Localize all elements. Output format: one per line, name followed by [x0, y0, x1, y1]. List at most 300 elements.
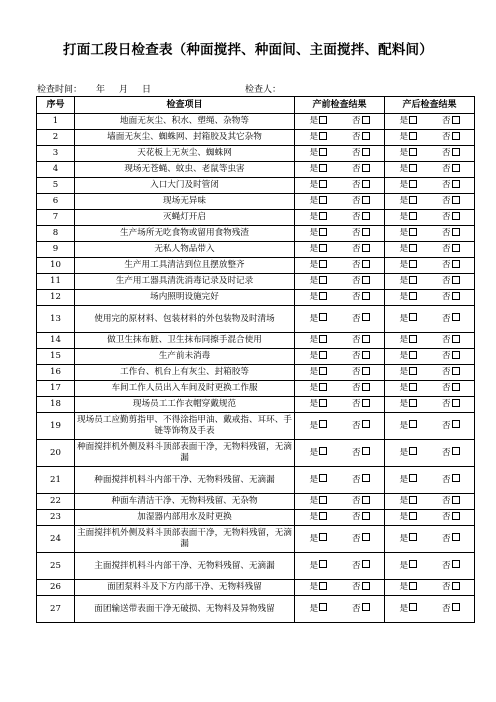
- no-label: 否: [441, 212, 451, 222]
- checkbox[interactable]: [362, 228, 370, 236]
- row-number: 23: [37, 510, 75, 526]
- table-row: [37, 146, 475, 162]
- pre-yes-option[interactable]: [309, 164, 327, 175]
- checkbox[interactable]: [409, 474, 417, 482]
- post-yes-option[interactable]: [399, 228, 417, 239]
- yes-label: 是: [399, 496, 409, 506]
- post-yes-option[interactable]: [399, 496, 417, 507]
- post-no-option[interactable]: [442, 260, 460, 271]
- pre-yes-option[interactable]: [309, 116, 327, 127]
- post-no-option[interactable]: [442, 276, 460, 287]
- post-yes-option[interactable]: [399, 212, 417, 223]
- checkbox[interactable]: [362, 260, 370, 268]
- checkbox[interactable]: [409, 420, 417, 428]
- yes-label: 是: [309, 260, 319, 270]
- checkbox[interactable]: [409, 212, 417, 220]
- checkbox[interactable]: [319, 582, 327, 590]
- checkbox[interactable]: [452, 228, 460, 236]
- checkbox[interactable]: [362, 351, 370, 359]
- post-yes-option[interactable]: [399, 582, 417, 593]
- post-check-cell: [385, 290, 475, 306]
- post-yes-option[interactable]: [399, 132, 417, 143]
- post-no-option[interactable]: [442, 383, 460, 394]
- post-no-option[interactable]: [442, 228, 460, 239]
- checkbox[interactable]: [452, 367, 460, 375]
- checkbox[interactable]: [319, 420, 327, 428]
- no-label: 否: [351, 447, 361, 458]
- checkbox[interactable]: [319, 560, 327, 568]
- pre-yes-option[interactable]: [309, 228, 327, 239]
- yes-label: 是: [309, 228, 319, 238]
- checkbox[interactable]: [319, 244, 327, 252]
- post-check-cell: [385, 258, 475, 274]
- post-no-option[interactable]: [442, 604, 460, 615]
- yes-label: 是: [309, 603, 319, 614]
- header-item: 检查项目: [75, 97, 295, 114]
- no-label: 否: [441, 116, 451, 126]
- post-no-option[interactable]: [442, 314, 460, 325]
- checkbox[interactable]: [452, 447, 460, 455]
- yes-label: 是: [399, 603, 409, 614]
- post-check-cell: [385, 146, 475, 162]
- pre-no-option[interactable]: [352, 292, 370, 303]
- yes-label: 是: [309, 164, 319, 174]
- checkbox[interactable]: [452, 212, 460, 220]
- checkbox[interactable]: [362, 496, 370, 504]
- checkbox[interactable]: [452, 292, 460, 300]
- checkbox[interactable]: [362, 116, 370, 124]
- pre-yes-option[interactable]: [309, 180, 327, 191]
- post-yes-option[interactable]: [399, 276, 417, 287]
- row-item: 墙面无灰尘、蜘蛛网、封箱胶及其它杂物: [75, 130, 295, 146]
- checkbox[interactable]: [452, 116, 460, 124]
- checkbox[interactable]: [409, 164, 417, 172]
- checkbox[interactable]: [409, 582, 417, 590]
- checkbox[interactable]: [362, 383, 370, 391]
- post-yes-option[interactable]: [399, 292, 417, 303]
- no-label: 否: [351, 196, 361, 206]
- checkbox[interactable]: [362, 335, 370, 343]
- post-yes-option[interactable]: [399, 314, 417, 325]
- pre-yes-option[interactable]: [309, 196, 327, 207]
- post-yes-option[interactable]: [399, 534, 417, 545]
- checkbox[interactable]: [319, 212, 327, 220]
- pre-no-option[interactable]: [352, 534, 370, 545]
- checkbox[interactable]: [452, 351, 460, 359]
- yes-label: 是: [399, 148, 409, 158]
- pre-yes-option[interactable]: [309, 314, 327, 325]
- checkbox[interactable]: [409, 367, 417, 375]
- post-no-option[interactable]: [442, 496, 460, 507]
- row-number: 25: [37, 553, 75, 580]
- pre-yes-option[interactable]: [309, 475, 327, 486]
- pre-yes-option[interactable]: [309, 582, 327, 593]
- pre-yes-option[interactable]: [309, 335, 327, 346]
- checkbox[interactable]: [362, 512, 370, 520]
- checkbox[interactable]: [362, 399, 370, 407]
- pre-check-cell: [295, 596, 385, 623]
- checkbox[interactable]: [409, 560, 417, 568]
- pre-no-option[interactable]: [352, 335, 370, 346]
- pre-yes-option[interactable]: [309, 421, 327, 432]
- checkbox[interactable]: [409, 260, 417, 268]
- post-no-option[interactable]: [442, 421, 460, 432]
- no-label: 否: [351, 260, 361, 270]
- table-row: [37, 365, 475, 381]
- checkbox[interactable]: [362, 447, 370, 455]
- post-yes-option[interactable]: [399, 260, 417, 271]
- checkbox[interactable]: [319, 148, 327, 156]
- pre-no-option[interactable]: [352, 475, 370, 486]
- checkbox[interactable]: [362, 313, 370, 321]
- table-row: [37, 290, 475, 306]
- checkbox[interactable]: [319, 533, 327, 541]
- pre-check-cell: [295, 306, 385, 333]
- checkbox[interactable]: [452, 582, 460, 590]
- post-no-option[interactable]: [442, 164, 460, 175]
- post-yes-option[interactable]: [399, 116, 417, 127]
- pre-yes-option[interactable]: [309, 512, 327, 523]
- checkbox[interactable]: [319, 603, 327, 611]
- checkbox[interactable]: [362, 474, 370, 482]
- checkbox[interactable]: [452, 164, 460, 172]
- checkbox[interactable]: [452, 276, 460, 284]
- pre-no-option[interactable]: [352, 276, 370, 287]
- post-yes-option[interactable]: [399, 367, 417, 378]
- checkbox[interactable]: [452, 196, 460, 204]
- checkbox[interactable]: [452, 260, 460, 268]
- no-label: 否: [441, 533, 451, 544]
- pre-check-cell: [295, 130, 385, 146]
- no-label: 否: [351, 148, 361, 158]
- checkbox[interactable]: [362, 367, 370, 375]
- pre-no-option[interactable]: [352, 132, 370, 143]
- post-no-option[interactable]: [442, 180, 460, 191]
- post-no-option[interactable]: [442, 475, 460, 486]
- table-row: [37, 274, 475, 290]
- pre-no-option[interactable]: [352, 244, 370, 255]
- checkbox[interactable]: [362, 212, 370, 220]
- pre-yes-option[interactable]: [309, 383, 327, 394]
- no-label: 否: [351, 292, 361, 302]
- checkbox[interactable]: [409, 244, 417, 252]
- checkbox[interactable]: [409, 383, 417, 391]
- checkbox[interactable]: [319, 474, 327, 482]
- post-yes-option[interactable]: [399, 180, 417, 191]
- checkbox[interactable]: [452, 496, 460, 504]
- post-check-cell: [385, 440, 475, 467]
- table-row: [37, 494, 475, 510]
- row-number: 24: [37, 526, 75, 553]
- yes-label: 是: [399, 292, 409, 302]
- post-yes-option[interactable]: [399, 448, 417, 459]
- post-yes-option[interactable]: [399, 512, 417, 523]
- yes-label: 是: [309, 212, 319, 222]
- pre-yes-option[interactable]: [309, 132, 327, 143]
- pre-no-option[interactable]: [352, 496, 370, 507]
- pre-no-option[interactable]: [352, 148, 370, 159]
- pre-no-option[interactable]: [352, 260, 370, 271]
- checkbox[interactable]: [452, 383, 460, 391]
- pre-yes-option[interactable]: [309, 367, 327, 378]
- pre-check-cell: [295, 274, 385, 290]
- no-label: 否: [351, 212, 361, 222]
- row-number: 27: [37, 596, 75, 623]
- checkbox[interactable]: [319, 496, 327, 504]
- no-label: 否: [441, 228, 451, 238]
- checkbox[interactable]: [362, 533, 370, 541]
- checkbox[interactable]: [362, 180, 370, 188]
- checkbox[interactable]: [452, 180, 460, 188]
- post-yes-option[interactable]: [399, 604, 417, 615]
- checkbox[interactable]: [319, 228, 327, 236]
- post-no-option[interactable]: [442, 512, 460, 523]
- row-item: 加湿器内部用水及时更换: [75, 510, 295, 526]
- post-yes-option[interactable]: [399, 561, 417, 572]
- checkbox[interactable]: [452, 335, 460, 343]
- post-yes-option[interactable]: [399, 164, 417, 175]
- pre-no-option[interactable]: [352, 448, 370, 459]
- pre-yes-option[interactable]: [309, 534, 327, 545]
- checkbox[interactable]: [319, 447, 327, 455]
- no-label: 否: [441, 383, 451, 393]
- checkbox[interactable]: [319, 180, 327, 188]
- checkbox[interactable]: [409, 447, 417, 455]
- checkbox[interactable]: [362, 276, 370, 284]
- pre-no-option[interactable]: [352, 196, 370, 207]
- pre-no-option[interactable]: [352, 351, 370, 362]
- checkbox[interactable]: [319, 383, 327, 391]
- pre-yes-option[interactable]: [309, 148, 327, 159]
- pre-yes-option[interactable]: [309, 212, 327, 223]
- no-label: 否: [441, 351, 451, 361]
- pre-yes-option[interactable]: [309, 260, 327, 271]
- post-check-cell: [385, 349, 475, 365]
- table-row: [37, 467, 475, 494]
- no-label: 否: [351, 420, 361, 431]
- post-no-option[interactable]: [442, 132, 460, 143]
- post-yes-option[interactable]: [399, 475, 417, 486]
- checkbox[interactable]: [319, 512, 327, 520]
- post-no-option[interactable]: [442, 335, 460, 346]
- pre-yes-option[interactable]: [309, 276, 327, 287]
- post-check-cell: [385, 333, 475, 349]
- yes-label: 是: [399, 260, 409, 270]
- pre-check-cell: [295, 290, 385, 306]
- table-row: [37, 349, 475, 365]
- pre-no-option[interactable]: [352, 212, 370, 223]
- no-label: 否: [351, 180, 361, 190]
- checkbox[interactable]: [452, 420, 460, 428]
- row-item: 工作台、机台上有灰尘、封箱胶等: [75, 365, 295, 381]
- checkbox[interactable]: [362, 148, 370, 156]
- checkbox[interactable]: [452, 399, 460, 407]
- pre-check-cell: [295, 194, 385, 210]
- checkbox[interactable]: [409, 132, 417, 140]
- post-no-option[interactable]: [442, 399, 460, 410]
- pre-no-option[interactable]: [352, 399, 370, 410]
- post-yes-option[interactable]: [399, 196, 417, 207]
- post-no-option[interactable]: [442, 148, 460, 159]
- table-row: [37, 194, 475, 210]
- pre-no-option[interactable]: [352, 582, 370, 593]
- checkbox[interactable]: [409, 533, 417, 541]
- pre-yes-option[interactable]: [309, 399, 327, 410]
- pre-check-cell: [295, 397, 385, 413]
- yes-label: 是: [309, 313, 319, 324]
- post-no-option[interactable]: [442, 244, 460, 255]
- checkbox[interactable]: [319, 260, 327, 268]
- yes-label: 是: [399, 244, 409, 254]
- pre-check-cell: [295, 381, 385, 397]
- post-check-cell: [385, 467, 475, 494]
- post-no-option[interactable]: [442, 196, 460, 207]
- row-item: 入口大门及时管闭: [75, 178, 295, 194]
- table-row: [37, 510, 475, 526]
- checkbox[interactable]: [319, 335, 327, 343]
- pre-check-cell: [295, 553, 385, 580]
- checkbox[interactable]: [319, 276, 327, 284]
- table-row: [37, 242, 475, 258]
- row-item: 主面搅拌机外侧及料斗顶部表面干净，无物料残留，无滴漏: [75, 526, 295, 553]
- post-no-option[interactable]: [442, 367, 460, 378]
- checkbox[interactable]: [409, 603, 417, 611]
- no-label: 否: [351, 313, 361, 324]
- checkbox[interactable]: [452, 148, 460, 156]
- checkbox[interactable]: [409, 180, 417, 188]
- table-row: [37, 553, 475, 580]
- pre-yes-option[interactable]: [309, 351, 327, 362]
- checkbox[interactable]: [409, 196, 417, 204]
- checkbox[interactable]: [452, 560, 460, 568]
- post-yes-option[interactable]: [399, 244, 417, 255]
- checkbox[interactable]: [319, 399, 327, 407]
- checkbox[interactable]: [452, 132, 460, 140]
- pre-no-option[interactable]: [352, 116, 370, 127]
- row-item: 生产场所无吃食物或留用食物残渣: [75, 226, 295, 242]
- checkbox[interactable]: [362, 164, 370, 172]
- post-no-option[interactable]: [442, 351, 460, 362]
- row-number: 8: [37, 226, 75, 242]
- checkbox[interactable]: [409, 276, 417, 284]
- checkbox[interactable]: [452, 474, 460, 482]
- pre-no-option[interactable]: [352, 561, 370, 572]
- checkbox[interactable]: [409, 335, 417, 343]
- pre-yes-option[interactable]: [309, 561, 327, 572]
- yes-label: 是: [399, 582, 409, 592]
- pre-yes-option[interactable]: [309, 244, 327, 255]
- no-label: 否: [441, 447, 451, 458]
- checkbox[interactable]: [319, 351, 327, 359]
- table-row: [37, 178, 475, 194]
- yes-label: 是: [309, 335, 319, 345]
- post-no-option[interactable]: [442, 561, 460, 572]
- checkbox[interactable]: [362, 196, 370, 204]
- pre-no-option[interactable]: [352, 228, 370, 239]
- checkbox[interactable]: [409, 228, 417, 236]
- checkbox[interactable]: [362, 132, 370, 140]
- post-no-option[interactable]: [442, 582, 460, 593]
- checkbox[interactable]: [319, 164, 327, 172]
- post-no-option[interactable]: [442, 212, 460, 223]
- yes-label: 是: [309, 560, 319, 571]
- pre-no-option[interactable]: [352, 383, 370, 394]
- post-yes-option[interactable]: [399, 399, 417, 410]
- post-yes-option[interactable]: [399, 421, 417, 432]
- pre-yes-option[interactable]: [309, 292, 327, 303]
- post-no-option[interactable]: [442, 292, 460, 303]
- checkbox[interactable]: [362, 244, 370, 252]
- row-number: 4: [37, 162, 75, 178]
- checkbox[interactable]: [409, 292, 417, 300]
- checkbox[interactable]: [362, 603, 370, 611]
- yes-label: 是: [399, 474, 409, 485]
- pre-yes-option[interactable]: [309, 604, 327, 615]
- checkbox[interactable]: [452, 244, 460, 252]
- post-yes-option[interactable]: [399, 335, 417, 346]
- checkbox[interactable]: [452, 313, 460, 321]
- no-label: 否: [441, 132, 451, 142]
- checkbox[interactable]: [452, 533, 460, 541]
- row-number: 11: [37, 274, 75, 290]
- checkbox[interactable]: [362, 420, 370, 428]
- post-yes-option[interactable]: [399, 351, 417, 362]
- pre-yes-option[interactable]: [309, 496, 327, 507]
- pre-no-option[interactable]: [352, 512, 370, 523]
- pre-yes-option[interactable]: [309, 448, 327, 459]
- pre-no-option[interactable]: [352, 180, 370, 191]
- checkbox[interactable]: [319, 116, 327, 124]
- checkbox[interactable]: [362, 582, 370, 590]
- pre-no-option[interactable]: [352, 314, 370, 325]
- checkbox[interactable]: [409, 116, 417, 124]
- post-no-option[interactable]: [442, 116, 460, 127]
- pre-no-option[interactable]: [352, 367, 370, 378]
- checkbox[interactable]: [409, 313, 417, 321]
- pre-no-option[interactable]: [352, 604, 370, 615]
- checkbox[interactable]: [409, 399, 417, 407]
- table-row: [37, 162, 475, 178]
- no-label: 否: [441, 474, 451, 485]
- checkbox[interactable]: [362, 560, 370, 568]
- checkbox[interactable]: [319, 292, 327, 300]
- checkbox[interactable]: [319, 132, 327, 140]
- table-row: [37, 596, 475, 623]
- no-label: 否: [351, 496, 361, 506]
- checkbox[interactable]: [319, 313, 327, 321]
- checkbox[interactable]: [319, 367, 327, 375]
- checkbox[interactable]: [409, 148, 417, 156]
- no-label: 否: [351, 116, 361, 126]
- post-check-cell: [385, 526, 475, 553]
- checkbox[interactable]: [452, 512, 460, 520]
- yes-label: 是: [309, 196, 319, 206]
- checkbox[interactable]: [409, 496, 417, 504]
- checkbox[interactable]: [409, 512, 417, 520]
- checkbox[interactable]: [452, 603, 460, 611]
- pre-no-option[interactable]: [352, 164, 370, 175]
- checkbox[interactable]: [319, 196, 327, 204]
- post-yes-option[interactable]: [399, 383, 417, 394]
- no-label: 否: [351, 474, 361, 485]
- checkbox[interactable]: [362, 292, 370, 300]
- pre-no-option[interactable]: [352, 421, 370, 432]
- post-yes-option[interactable]: [399, 148, 417, 159]
- checkbox[interactable]: [409, 351, 417, 359]
- post-no-option[interactable]: [442, 534, 460, 545]
- post-no-option[interactable]: [442, 448, 460, 459]
- pre-check-cell: [295, 365, 385, 381]
